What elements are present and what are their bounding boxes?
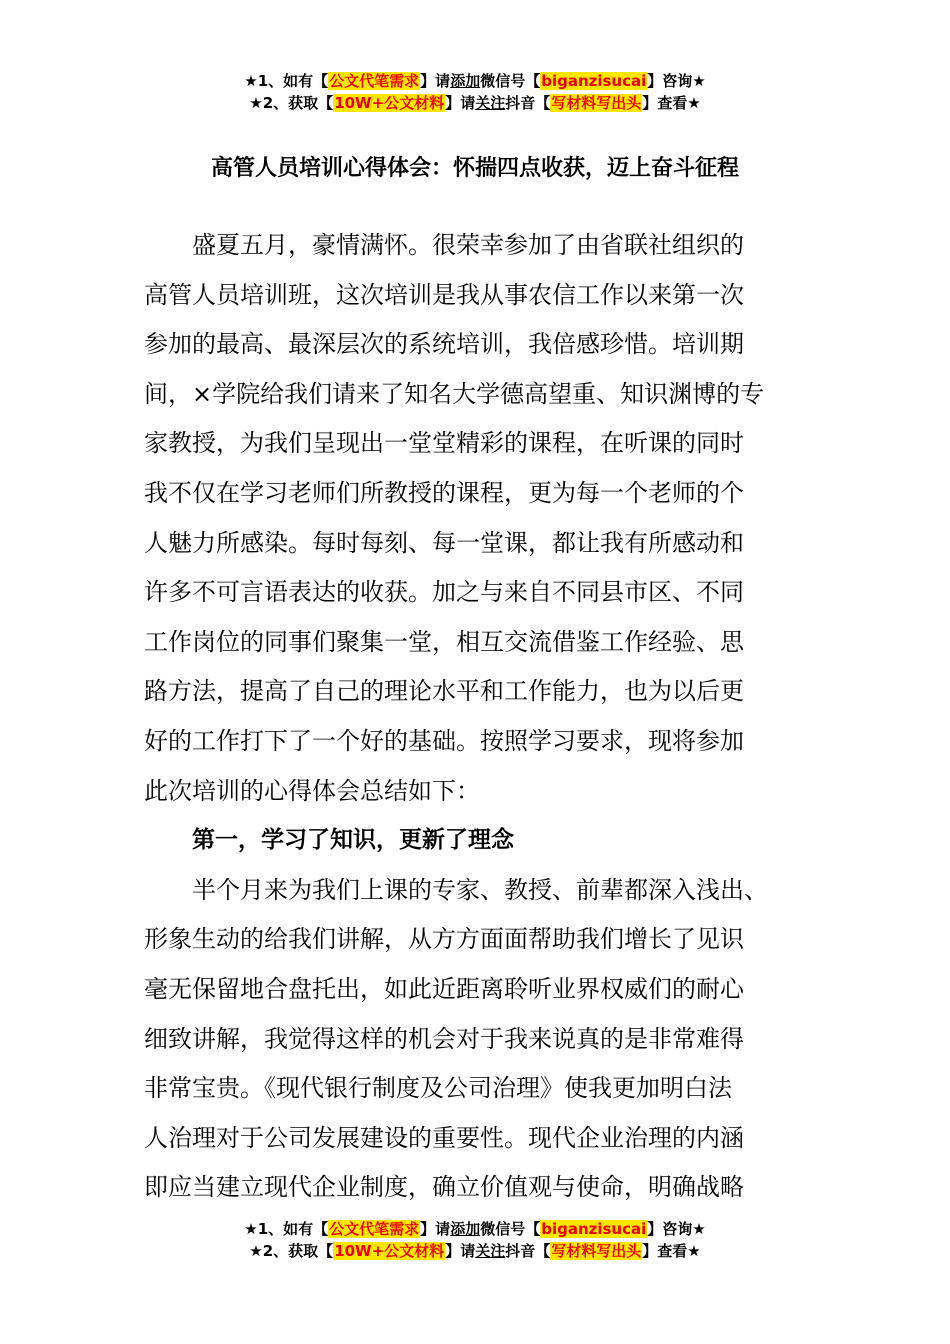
banner-text: ★1、如有【	[244, 1220, 329, 1238]
banner-text: 】请	[420, 1220, 451, 1238]
document-body	[144, 221, 824, 1213]
banner-line-1	[0, 70, 950, 92]
text-line: 工作岗位的同事们聚集一堂，相互交流借鉴工作经验、思	[144, 627, 744, 656]
banner-text: ★2、获取【	[249, 1242, 334, 1260]
text-line: 人魅力所感染。每时每刻、每一堂课，都让我有所感动和	[144, 528, 744, 557]
banner-text: 】请	[420, 72, 451, 90]
banner-highlight: 10W+公文材料	[334, 1242, 445, 1260]
paragraph-intro	[144, 221, 824, 816]
text-line: 间，×学院给我们请来了知名大学德高望重、知识渊博的专	[144, 379, 765, 408]
section-heading: 第一，学习了知识，更新了理念	[192, 827, 514, 854]
banner-highlight: 10W+公文材料	[334, 94, 445, 112]
banner-underline: 添加	[450, 1220, 481, 1238]
banner-text: 】请	[445, 94, 476, 112]
banner-underline: 关注	[475, 1242, 506, 1260]
text-line: 我不仅在学习老师们所教授的课程，更为每一个老师的个	[144, 478, 744, 507]
banner-line-2	[0, 92, 950, 114]
banner-text: 】咨询★	[647, 72, 706, 90]
text-line: 此次培训的心得体会总结如下：	[144, 776, 480, 805]
text-line: 好的工作打下了一个好的基础。按照学习要求，现将参加	[144, 726, 744, 755]
text-line: 半个月来为我们上课的专家、教授、前辈都深入浅出、	[192, 875, 768, 904]
text-line: 盛夏五月，豪情满怀。很荣幸参加了由省联社组织的	[192, 231, 744, 259]
banner-text: 】查看★	[642, 94, 701, 112]
paragraph-section-1	[144, 866, 824, 1213]
banner-text: ★2、获取【	[249, 94, 334, 112]
top-banner	[0, 70, 950, 114]
bottom-banner	[0, 1218, 950, 1262]
banner-text: 】请	[445, 1242, 476, 1260]
banner-highlight: 公文代笔需求	[329, 1220, 420, 1238]
banner-line-1	[0, 1218, 950, 1240]
text-line: 毫无保留地合盘托出，如此近距离聆听业界权威们的耐心	[144, 974, 744, 1003]
text-line: 参加的最高、最深层次的系统培训，我倍感珍惜。培训期	[144, 330, 744, 359]
text-line: 即应当建立现代企业制度，确立价值观与使命，明确战略	[144, 1173, 744, 1202]
text-line: 人治理对于公司发展建设的重要性。现代企业治理的内涵	[144, 1123, 744, 1152]
banner-line-2	[0, 1240, 950, 1262]
banner-highlight: 写材料写出头	[551, 94, 642, 112]
banner-highlight: biganzisucai	[541, 1220, 647, 1238]
banner-text: 抖音【	[505, 94, 551, 112]
text-line: 非常宝贵。《现代银行制度及公司治理》使我更加明白法	[144, 1074, 732, 1103]
text-line: 家教授，为我们呈现出一堂堂精彩的课程，在听课的同时	[144, 429, 744, 458]
banner-text: 】查看★	[642, 1242, 701, 1260]
banner-underline: 关注	[475, 94, 506, 112]
banner-highlight: 公文代笔需求	[329, 72, 420, 90]
banner-highlight: 写材料写出头	[551, 1242, 642, 1260]
banner-text: 】咨询★	[647, 1220, 706, 1238]
banner-highlight: biganzisucai	[541, 72, 647, 90]
text-line: 路方法，提高了自己的理论水平和工作能力，也为以后更	[144, 677, 744, 706]
text-line: 细致讲解，我觉得这样的机会对于我来说真的是非常难得	[144, 1024, 744, 1053]
banner-underline: 添加	[450, 72, 481, 90]
banner-text: ★1、如有【	[244, 72, 329, 90]
document-title: 高管人员培训心得体会：怀揣四点收获，迈上奋斗征程	[210, 156, 739, 181]
banner-text: 微信号【	[480, 1220, 541, 1238]
banner-text: 微信号【	[480, 72, 541, 90]
banner-text: 抖音【	[505, 1242, 551, 1260]
text-line: 形象生动的给我们讲解，从方方面面帮助我们增长了见识	[144, 925, 744, 954]
text-line: 许多不可言语表达的收获。加之与来自不同县市区、不同	[144, 578, 744, 607]
text-line: 高管人员培训班，这次培训是我从事农信工作以来第一次	[144, 280, 744, 309]
